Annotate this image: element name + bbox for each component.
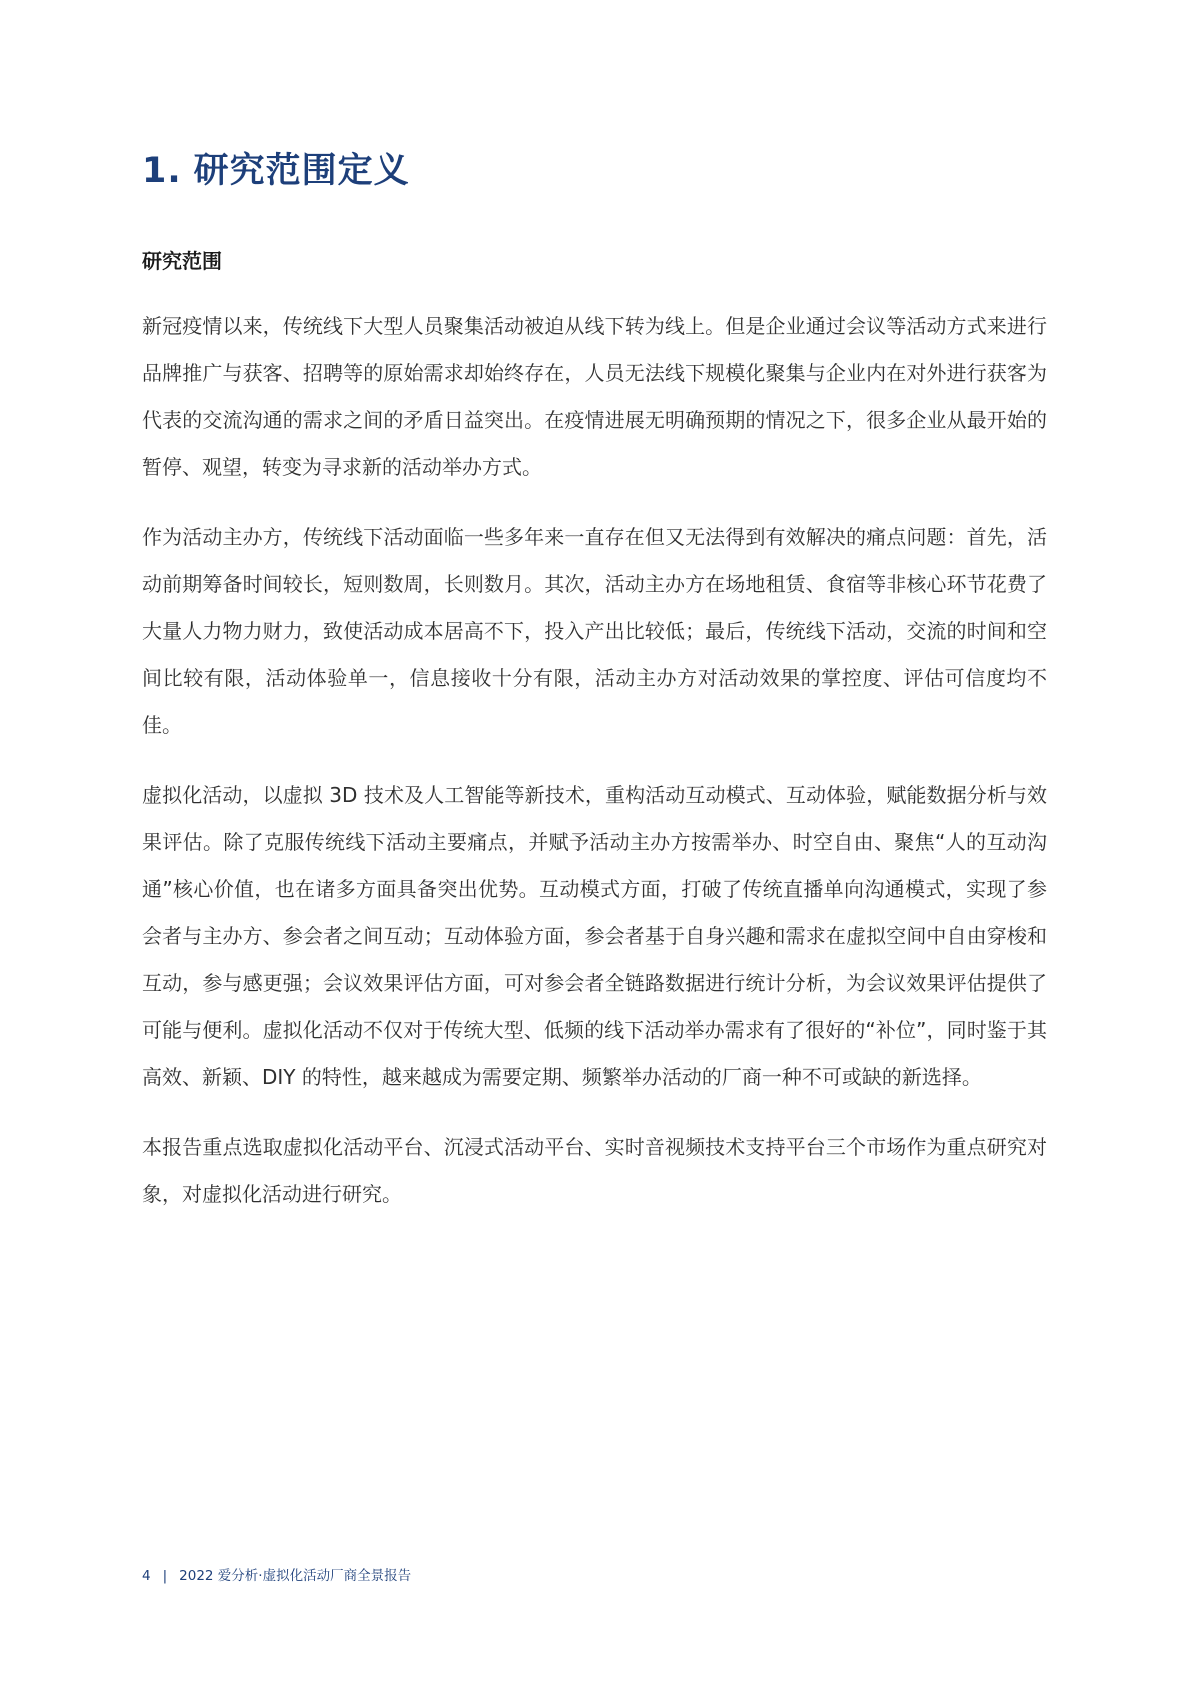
body-text (142, 303, 1047, 1241)
footer-publication: 2022 爱分析·虚拟化活动厂商全景报告 (179, 1568, 412, 1584)
footer-separator: | (162, 1568, 168, 1584)
section-title-text: 研究范围定义 (193, 151, 410, 191)
section-number: 1. (142, 151, 182, 191)
footer-page-number: 4 (142, 1568, 151, 1584)
subheading: 研究范围 (142, 249, 222, 273)
paragraph-2: 作为活动主办方，传统线下活动面临一些多年来一直存在但又无法得到有效解决的痛点问题：首先，活动前期筹备时间较长，短则数周，长则数月。其次，活动主办方在场地租赁、食宿等非核心环节花费了大量人力物力财力，致使活动成本居高不下，投入产出比较低；最后，传统线下活动，交流的时间和空间比较有限，活动体验单一，信息接收十分有限，活动主办方对活动效果的掌控度、评估可信度均不佳。 (142, 525, 1047, 737)
page-footer (142, 1564, 411, 1584)
section-title (142, 150, 410, 192)
paragraph-3: 虚拟化活动，以虚拟 3D 技术及人工智能等新技术，重构活动互动模式、互动体验，赋能数据分析与效果评估。除了克服传统线下活动主要痛点，并赋予活动主办方按需举办、时空自由、聚焦“人的互动沟通”核心价值，也在诸多方面具备突出优势。互动模式方面，打破了传统直播单向沟通模式，实现了参会者与主办方、参会者之间互动；互动体验方面，参会者基于自身兴趣和需求在虚拟空间中自由穿梭和互动，参与感更强；会议效果评估方面，可对参会者全链路数据进行统计分析，为会议效果评估提供了可能与便利。虚拟化活动不仅对于传统大型、低频的线下活动举办需求有了很好的“补位”，同时鉴于其高效、新颖、DIY 的特性，越来越成为需要定期、频繁举办活动的厂商一种不可或缺的新选择。 (142, 783, 1047, 1089)
paragraph-1: 新冠疫情以来，传统线下大型人员聚集活动被迫从线下转为线上。但是企业通过会议等活动方式来进行品牌推广与获客、招聘等的原始需求却始终存在，人员无法线下规模化聚集与企业内在对外进行获客为代表的交流沟通的需求之间的矛盾日益突出。在疫情进展无明确预期的情况之下，很多企业从最开始的暂停、观望，转变为寻求新的活动举办方式。 (142, 314, 1047, 479)
paragraph-4: 本报告重点选取虚拟化活动平台、沉浸式活动平台、实时音视频技术支持平台三个市场作为重点研究对象，对虚拟化活动进行研究。 (142, 1135, 1047, 1206)
